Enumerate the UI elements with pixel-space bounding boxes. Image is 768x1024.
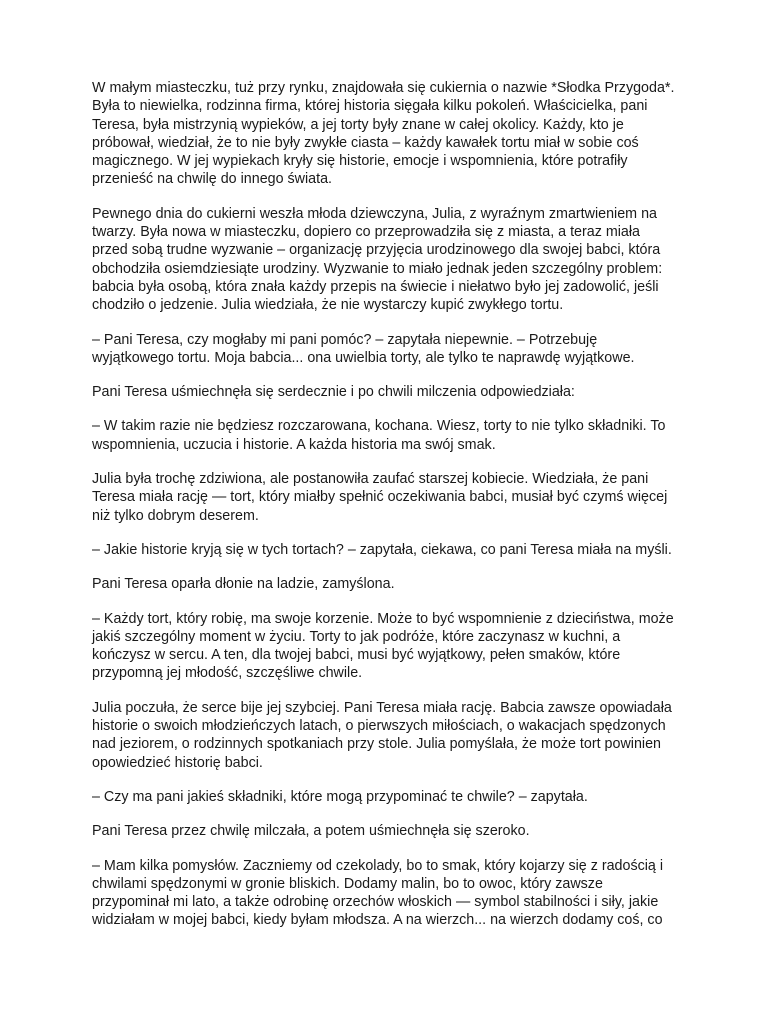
paragraph-2: Pewnego dnia do cukierni weszła młoda dziewczyna, Julia, z wyraźnym zmartwieniem na twarzy. Była nowa w miasteczku, dopiero co przeprowadziła się z miasta, a teraz miała przed sobą trudne wyzwanie – organizację przyjęcia urodzinowego dla swojej babci, która obchodziła osiemdziesiąte urodziny. Wyzwanie to miało jednak jeden szczególny problem: babcia była osobą, która znała każdy przepis na świecie i niełatwo było jej zadowolić, jeśli chodziło o jedzenie. Julia wiedziała, że nie wystarczy kupić zwykłego tortu.: [92, 205, 663, 314]
paragraph-11: – Czy ma pani jakieś składniki, które mogą przypominać te chwile? – zapytała.: [92, 788, 588, 805]
paragraph-10: Julia poczuła, że serce bije jej szybciej. Pani Teresa miała rację. Babcia zawsze opowiadała historie o swoich młodzieńczych latach, o pierwszych miłościach, o wakacjach spędzonych nad jeziorem, o rodzinnych spotkaniach przy stole. Julia pomyślała, że może tort powinien opowiedzieć historię babci.: [92, 699, 672, 771]
paragraph-3: – Pani Teresa, czy mogłaby mi pani pomóc? – zapytała niepewnie. – Potrzebuję wyjątkowego tortu. Moja babcia... ona uwielbia torty, ale tylko te naprawdę wyjątkowe.: [92, 331, 635, 366]
document-page: [92, 79, 692, 946]
paragraph-7: – Jakie historie kryją się w tych tortach? – zapytała, ciekawa, co pani Teresa miała na myśli.: [92, 541, 672, 558]
paragraph-1: W małym miasteczku, tuż przy rynku, znajdowała się cukiernia o nazwie *Słodka Przygoda*. Była to niewielka, rodzinna firma, której historia sięgała kilku pokoleń. Właścicielka, pani Teresa, była mistrzynią wypieków, a jej torty były znane w całej okolicy. Każdy, kto je próbował, wiedział, że to nie były zwykłe ciasta – każdy kawałek tortu miał w sobie coś magicznego. W jej wypiekach kryły się historie, emocje i wspomnienia, które potrafiły przenieść na chwilę do innego świata.: [92, 80, 675, 188]
paragraph-8: Pani Teresa oparła dłonie na ladzie, zamyślona.: [92, 576, 395, 593]
paragraph-13: – Mam kilka pomysłów. Zaczniemy od czekolady, bo to smak, który kojarzy się z radością i chwilami spędzonymi w gronie bliskich. Dodamy malin, bo to owoc, który zawsze przypominał mi lato, a także odrobinę orzechów włoskich — symbol stabilności i siły, jakie widziałam w mojej babci, kiedy byłam młodsza. A na wierzch... na wierzch dodamy coś, co: [92, 857, 664, 929]
paragraph-6: Julia była trochę zdziwiona, ale postanowiła zaufać starszej kobiecie. Wiedziała, że pani Teresa miała rację — tort, który miałby spełnić oczekiwania babci, musiał być czymś więcej niż tylko dobrym deserem.: [92, 471, 668, 524]
paragraph-12: Pani Teresa przez chwilę milczała, a potem uśmiechnęła się szeroko.: [92, 823, 530, 840]
paragraph-9: – Każdy tort, który robię, ma swoje korzenie. Może to być wspomnienie z dzieciństwa, może jakiś szczególny moment w życiu. Torty to jak podróże, które zaczynasz w kuchni, a kończysz w sercu. A ten, dla twojej babci, musi być wyjątkowy, pełen smaków, które przypomną jej młodość, szczęśliwe chwile.: [92, 610, 674, 682]
paragraph-5: – W takim razie nie będziesz rozczarowana, kochana. Wiesz, torty to nie tylko składniki. To wspomnienia, uczucia i historie. A każda historia ma swój smak.: [92, 418, 666, 453]
paragraph-4: Pani Teresa uśmiechnęła się serdecznie i po chwili milczenia odpowiedziała:: [92, 384, 575, 401]
